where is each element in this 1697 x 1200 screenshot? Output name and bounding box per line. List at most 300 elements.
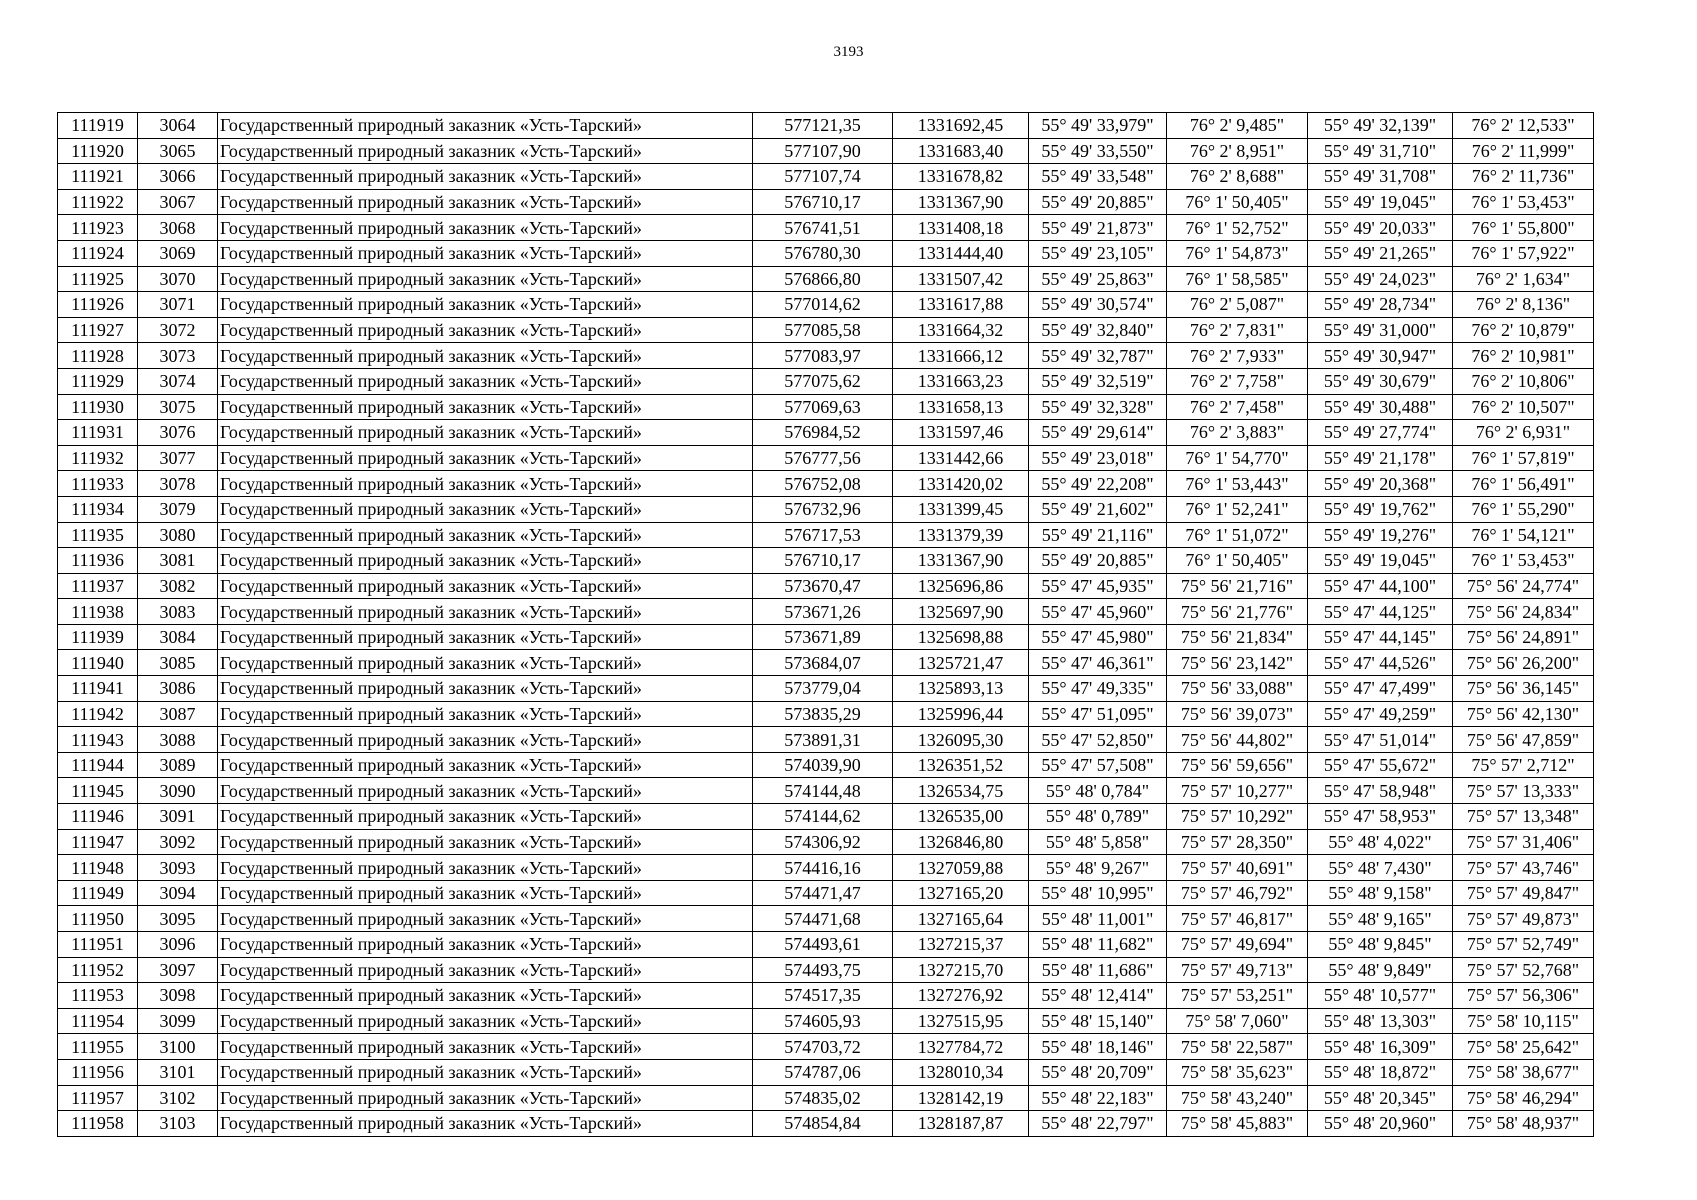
point-number-cell: 3067 [138,189,218,215]
latitude-2-cell: 55° 47' 44,145" [1308,624,1453,650]
row-id-cell: 111939 [58,624,138,650]
object-name-cell: Государственный природный заказник «Усть-Тарский» [218,906,753,932]
table-row [58,983,1594,1009]
latitude-2-cell: 55° 48' 9,165" [1308,906,1453,932]
longitude-1-cell: 76° 2' 8,688" [1167,164,1308,190]
x-coordinate-cell: 577107,90 [753,138,893,164]
row-id-cell: 111948 [58,855,138,881]
object-name-cell: Государственный природный заказник «Усть-Тарский» [218,1008,753,1034]
point-number-cell: 3101 [138,1059,218,1085]
y-coordinate-cell: 1327515,95 [893,1008,1029,1034]
x-coordinate-cell: 574144,48 [753,778,893,804]
row-id-cell: 111919 [58,113,138,139]
coordinates-table [57,112,1594,1137]
longitude-2-cell: 76° 1' 54,121" [1453,522,1594,548]
longitude-2-cell: 76° 2' 11,736" [1453,164,1594,190]
row-id-cell: 111937 [58,573,138,599]
latitude-1-cell: 55° 48' 11,682" [1029,932,1167,958]
latitude-1-cell: 55° 48' 0,789" [1029,804,1167,830]
latitude-2-cell: 55° 49' 31,000" [1308,317,1453,343]
object-name-cell: Государственный природный заказник «Усть-Тарский» [218,650,753,676]
latitude-1-cell: 55° 49' 33,548" [1029,164,1167,190]
longitude-2-cell: 75° 56' 42,130" [1453,701,1594,727]
table-row [58,471,1594,497]
table-row [58,240,1594,266]
y-coordinate-cell: 1326095,30 [893,727,1029,753]
point-number-cell: 3076 [138,420,218,446]
table-row [58,957,1594,983]
object-name-cell: Государственный природный заказник «Усть-Тарский» [218,624,753,650]
object-name-cell: Государственный природный заказник «Усть-Тарский» [218,496,753,522]
longitude-2-cell: 75° 57' 49,873" [1453,906,1594,932]
x-coordinate-cell: 574703,72 [753,1034,893,1060]
row-id-cell: 111943 [58,727,138,753]
latitude-1-cell: 55° 47' 46,361" [1029,650,1167,676]
x-coordinate-cell: 574471,47 [753,880,893,906]
longitude-2-cell: 75° 57' 52,749" [1453,932,1594,958]
table-row [58,522,1594,548]
longitude-2-cell: 76° 2' 10,507" [1453,394,1594,420]
point-number-cell: 3068 [138,215,218,241]
latitude-2-cell: 55° 49' 32,139" [1308,113,1453,139]
table-row [58,164,1594,190]
object-name-cell: Государственный природный заказник «Усть-Тарский» [218,266,753,292]
x-coordinate-cell: 577083,97 [753,343,893,369]
object-name-cell: Государственный природный заказник «Усть-Тарский» [218,778,753,804]
longitude-2-cell: 75° 56' 47,859" [1453,727,1594,753]
object-name-cell: Государственный природный заказник «Усть-Тарский» [218,548,753,574]
point-number-cell: 3091 [138,804,218,830]
longitude-2-cell: 75° 56' 24,834" [1453,599,1594,625]
row-id-cell: 111930 [58,394,138,420]
latitude-2-cell: 55° 48' 16,309" [1308,1034,1453,1060]
object-name-cell: Государственный природный заказник «Усть-Тарский» [218,829,753,855]
longitude-1-cell: 75° 56' 21,834" [1167,624,1308,650]
longitude-1-cell: 75° 57' 49,713" [1167,957,1308,983]
row-id-cell: 111957 [58,1085,138,1111]
y-coordinate-cell: 1326535,00 [893,804,1029,830]
table-row [58,1059,1594,1085]
longitude-1-cell: 76° 2' 7,758" [1167,368,1308,394]
y-coordinate-cell: 1331444,40 [893,240,1029,266]
object-name-cell: Государственный природный заказник «Усть-Тарский» [218,573,753,599]
latitude-2-cell: 55° 47' 58,948" [1308,778,1453,804]
table-row [58,650,1594,676]
latitude-1-cell: 55° 47' 52,850" [1029,727,1167,753]
longitude-1-cell: 75° 56' 23,142" [1167,650,1308,676]
table-row [58,880,1594,906]
row-id-cell: 111934 [58,496,138,522]
object-name-cell: Государственный природный заказник «Усть-Тарский» [218,368,753,394]
latitude-2-cell: 55° 48' 13,303" [1308,1008,1453,1034]
x-coordinate-cell: 573835,29 [753,701,893,727]
latitude-2-cell: 55° 49' 20,033" [1308,215,1453,241]
latitude-2-cell: 55° 47' 47,499" [1308,676,1453,702]
row-id-cell: 111944 [58,752,138,778]
object-name-cell: Государственный природный заказник «Усть-Тарский» [218,189,753,215]
row-id-cell: 111922 [58,189,138,215]
latitude-1-cell: 55° 48' 20,709" [1029,1059,1167,1085]
row-id-cell: 111932 [58,445,138,471]
y-coordinate-cell: 1325696,86 [893,573,1029,599]
latitude-1-cell: 55° 48' 15,140" [1029,1008,1167,1034]
latitude-2-cell: 55° 49' 31,710" [1308,138,1453,164]
latitude-1-cell: 55° 49' 20,885" [1029,548,1167,574]
row-id-cell: 111951 [58,932,138,958]
y-coordinate-cell: 1325721,47 [893,650,1029,676]
x-coordinate-cell: 574039,90 [753,752,893,778]
longitude-2-cell: 76° 1' 53,453" [1453,189,1594,215]
x-coordinate-cell: 573671,89 [753,624,893,650]
object-name-cell: Государственный природный заказник «Усть-Тарский» [218,932,753,958]
x-coordinate-cell: 576777,56 [753,445,893,471]
latitude-1-cell: 55° 49' 32,787" [1029,343,1167,369]
row-id-cell: 111927 [58,317,138,343]
row-id-cell: 111936 [58,548,138,574]
table-row [58,855,1594,881]
point-number-cell: 3065 [138,138,218,164]
latitude-1-cell: 55° 48' 0,784" [1029,778,1167,804]
latitude-1-cell: 55° 49' 25,863" [1029,266,1167,292]
table-row [58,1008,1594,1034]
table-row [58,266,1594,292]
x-coordinate-cell: 574787,06 [753,1059,893,1085]
longitude-1-cell: 75° 57' 10,277" [1167,778,1308,804]
row-id-cell: 111950 [58,906,138,932]
row-id-cell: 111955 [58,1034,138,1060]
x-coordinate-cell: 576741,51 [753,215,893,241]
row-id-cell: 111928 [58,343,138,369]
latitude-2-cell: 55° 49' 21,178" [1308,445,1453,471]
latitude-1-cell: 55° 48' 11,001" [1029,906,1167,932]
longitude-2-cell: 76° 1' 53,453" [1453,548,1594,574]
y-coordinate-cell: 1327215,37 [893,932,1029,958]
latitude-1-cell: 55° 49' 32,328" [1029,394,1167,420]
table-row [58,778,1594,804]
y-coordinate-cell: 1325698,88 [893,624,1029,650]
x-coordinate-cell: 576710,17 [753,548,893,574]
object-name-cell: Государственный природный заказник «Усть-Тарский» [218,1111,753,1137]
x-coordinate-cell: 577085,58 [753,317,893,343]
point-number-cell: 3103 [138,1111,218,1137]
longitude-2-cell: 75° 57' 31,406" [1453,829,1594,855]
latitude-2-cell: 55° 49' 19,045" [1308,189,1453,215]
latitude-2-cell: 55° 49' 19,276" [1308,522,1453,548]
object-name-cell: Государственный природный заказник «Усть-Тарский» [218,880,753,906]
y-coordinate-cell: 1331663,23 [893,368,1029,394]
row-id-cell: 111945 [58,778,138,804]
x-coordinate-cell: 576780,30 [753,240,893,266]
row-id-cell: 111942 [58,701,138,727]
table-body [58,113,1594,1137]
table-row [58,727,1594,753]
longitude-1-cell: 76° 2' 7,933" [1167,343,1308,369]
longitude-2-cell: 75° 58' 25,642" [1453,1034,1594,1060]
object-name-cell: Государственный природный заказник «Усть-Тарский» [218,1085,753,1111]
longitude-1-cell: 76° 1' 52,752" [1167,215,1308,241]
longitude-1-cell: 75° 56' 21,716" [1167,573,1308,599]
longitude-1-cell: 76° 1' 53,443" [1167,471,1308,497]
latitude-1-cell: 55° 49' 21,602" [1029,496,1167,522]
longitude-2-cell: 75° 58' 10,115" [1453,1008,1594,1034]
object-name-cell: Государственный природный заказник «Усть-Тарский» [218,752,753,778]
row-id-cell: 111956 [58,1059,138,1085]
point-number-cell: 3095 [138,906,218,932]
y-coordinate-cell: 1326534,75 [893,778,1029,804]
latitude-2-cell: 55° 47' 58,953" [1308,804,1453,830]
object-name-cell: Государственный природный заказник «Усть-Тарский» [218,522,753,548]
x-coordinate-cell: 574416,16 [753,855,893,881]
latitude-2-cell: 55° 49' 30,488" [1308,394,1453,420]
row-id-cell: 111931 [58,420,138,446]
row-id-cell: 111938 [58,599,138,625]
latitude-1-cell: 55° 49' 21,116" [1029,522,1167,548]
latitude-1-cell: 55° 48' 11,686" [1029,957,1167,983]
point-number-cell: 3084 [138,624,218,650]
latitude-1-cell: 55° 49' 32,840" [1029,317,1167,343]
table-row [58,573,1594,599]
latitude-1-cell: 55° 49' 22,208" [1029,471,1167,497]
point-number-cell: 3081 [138,548,218,574]
longitude-1-cell: 75° 56' 21,776" [1167,599,1308,625]
object-name-cell: Государственный природный заказник «Усть-Тарский» [218,855,753,881]
row-id-cell: 111954 [58,1008,138,1034]
latitude-1-cell: 55° 48' 18,146" [1029,1034,1167,1060]
longitude-2-cell: 75° 57' 2,712" [1453,752,1594,778]
latitude-1-cell: 55° 48' 9,267" [1029,855,1167,881]
longitude-2-cell: 75° 58' 48,937" [1453,1111,1594,1137]
table-row [58,624,1594,650]
point-number-cell: 3094 [138,880,218,906]
latitude-1-cell: 55° 48' 12,414" [1029,983,1167,1009]
latitude-2-cell: 55° 49' 21,265" [1308,240,1453,266]
y-coordinate-cell: 1331658,13 [893,394,1029,420]
point-number-cell: 3088 [138,727,218,753]
object-name-cell: Государственный природный заказник «Усть-Тарский» [218,343,753,369]
latitude-1-cell: 55° 49' 33,979" [1029,113,1167,139]
table-row [58,317,1594,343]
y-coordinate-cell: 1327784,72 [893,1034,1029,1060]
y-coordinate-cell: 1331597,46 [893,420,1029,446]
latitude-2-cell: 55° 48' 9,849" [1308,957,1453,983]
longitude-2-cell: 75° 56' 26,200" [1453,650,1594,676]
table-row [58,215,1594,241]
object-name-cell: Государственный природный заказник «Усть-Тарский» [218,113,753,139]
y-coordinate-cell: 1331678,82 [893,164,1029,190]
latitude-2-cell: 55° 49' 27,774" [1308,420,1453,446]
x-coordinate-cell: 574517,35 [753,983,893,1009]
object-name-cell: Государственный природный заказник «Усть-Тарский» [218,394,753,420]
x-coordinate-cell: 574493,75 [753,957,893,983]
point-number-cell: 3066 [138,164,218,190]
longitude-1-cell: 76° 1' 54,770" [1167,445,1308,471]
latitude-1-cell: 55° 49' 29,614" [1029,420,1167,446]
latitude-2-cell: 55° 49' 30,947" [1308,343,1453,369]
longitude-2-cell: 76° 2' 10,806" [1453,368,1594,394]
y-coordinate-cell: 1328010,34 [893,1059,1029,1085]
y-coordinate-cell: 1331367,90 [893,189,1029,215]
latitude-1-cell: 55° 49' 33,550" [1029,138,1167,164]
object-name-cell: Государственный природный заказник «Усть-Тарский» [218,957,753,983]
point-number-cell: 3078 [138,471,218,497]
row-id-cell: 111947 [58,829,138,855]
y-coordinate-cell: 1327059,88 [893,855,1029,881]
row-id-cell: 111958 [58,1111,138,1137]
longitude-2-cell: 76° 1' 57,819" [1453,445,1594,471]
longitude-2-cell: 75° 57' 13,348" [1453,804,1594,830]
latitude-1-cell: 55° 47' 57,508" [1029,752,1167,778]
point-number-cell: 3093 [138,855,218,881]
table-row [58,1111,1594,1137]
longitude-1-cell: 75° 56' 39,073" [1167,701,1308,727]
point-number-cell: 3071 [138,292,218,318]
latitude-1-cell: 55° 47' 45,935" [1029,573,1167,599]
table-row [58,343,1594,369]
point-number-cell: 3072 [138,317,218,343]
longitude-1-cell: 76° 1' 52,241" [1167,496,1308,522]
x-coordinate-cell: 577121,35 [753,113,893,139]
latitude-2-cell: 55° 49' 19,045" [1308,548,1453,574]
object-name-cell: Государственный природный заказник «Усть-Тарский» [218,701,753,727]
y-coordinate-cell: 1328142,19 [893,1085,1029,1111]
y-coordinate-cell: 1325996,44 [893,701,1029,727]
latitude-2-cell: 55° 49' 24,023" [1308,266,1453,292]
y-coordinate-cell: 1327276,92 [893,983,1029,1009]
longitude-1-cell: 76° 1' 58,585" [1167,266,1308,292]
point-number-cell: 3092 [138,829,218,855]
longitude-1-cell: 75° 58' 22,587" [1167,1034,1308,1060]
row-id-cell: 111949 [58,880,138,906]
table-row [58,701,1594,727]
row-id-cell: 111941 [58,676,138,702]
latitude-1-cell: 55° 49' 21,873" [1029,215,1167,241]
object-name-cell: Государственный природный заказник «Усть-Тарский» [218,240,753,266]
y-coordinate-cell: 1331666,12 [893,343,1029,369]
point-number-cell: 3080 [138,522,218,548]
object-name-cell: Государственный природный заказник «Усть-Тарский» [218,983,753,1009]
latitude-1-cell: 55° 47' 51,095" [1029,701,1167,727]
y-coordinate-cell: 1326351,52 [893,752,1029,778]
longitude-2-cell: 75° 57' 43,746" [1453,855,1594,881]
object-name-cell: Государственный природный заказник «Усть-Тарский» [218,445,753,471]
row-id-cell: 111925 [58,266,138,292]
x-coordinate-cell: 577014,62 [753,292,893,318]
longitude-1-cell: 75° 57' 49,694" [1167,932,1308,958]
longitude-2-cell: 76° 1' 57,922" [1453,240,1594,266]
longitude-1-cell: 76° 2' 7,458" [1167,394,1308,420]
point-number-cell: 3083 [138,599,218,625]
longitude-1-cell: 75° 58' 45,883" [1167,1111,1308,1137]
longitude-1-cell: 75° 56' 59,656" [1167,752,1308,778]
row-id-cell: 111952 [58,957,138,983]
longitude-1-cell: 76° 2' 3,883" [1167,420,1308,446]
point-number-cell: 3087 [138,701,218,727]
longitude-2-cell: 76° 2' 8,136" [1453,292,1594,318]
latitude-2-cell: 55° 49' 30,679" [1308,368,1453,394]
longitude-1-cell: 75° 57' 53,251" [1167,983,1308,1009]
point-number-cell: 3075 [138,394,218,420]
y-coordinate-cell: 1331367,90 [893,548,1029,574]
y-coordinate-cell: 1331399,45 [893,496,1029,522]
table-row [58,292,1594,318]
object-name-cell: Государственный природный заказник «Усть-Тарский» [218,804,753,830]
point-number-cell: 3077 [138,445,218,471]
latitude-1-cell: 55° 49' 20,885" [1029,189,1167,215]
y-coordinate-cell: 1331408,18 [893,215,1029,241]
longitude-1-cell: 76° 1' 50,405" [1167,548,1308,574]
longitude-1-cell: 75° 58' 43,240" [1167,1085,1308,1111]
table-row [58,676,1594,702]
longitude-2-cell: 75° 57' 13,333" [1453,778,1594,804]
x-coordinate-cell: 577069,63 [753,394,893,420]
table-row [58,906,1594,932]
x-coordinate-cell: 576710,17 [753,189,893,215]
table-row [58,1034,1594,1060]
object-name-cell: Государственный природный заказник «Усть-Тарский» [218,292,753,318]
longitude-2-cell: 75° 56' 36,145" [1453,676,1594,702]
y-coordinate-cell: 1331379,39 [893,522,1029,548]
object-name-cell: Государственный природный заказник «Усть-Тарский» [218,215,753,241]
y-coordinate-cell: 1331507,42 [893,266,1029,292]
latitude-2-cell: 55° 47' 44,125" [1308,599,1453,625]
longitude-2-cell: 75° 58' 38,677" [1453,1059,1594,1085]
point-number-cell: 3089 [138,752,218,778]
latitude-2-cell: 55° 47' 51,014" [1308,727,1453,753]
object-name-cell: Государственный природный заказник «Усть-Тарский» [218,317,753,343]
latitude-2-cell: 55° 47' 55,672" [1308,752,1453,778]
object-name-cell: Государственный природный заказник «Усть-Тарский» [218,1059,753,1085]
x-coordinate-cell: 574144,62 [753,804,893,830]
y-coordinate-cell: 1325893,13 [893,676,1029,702]
latitude-1-cell: 55° 48' 5,858" [1029,829,1167,855]
longitude-1-cell: 76° 1' 51,072" [1167,522,1308,548]
longitude-1-cell: 76° 2' 7,831" [1167,317,1308,343]
row-id-cell: 111924 [58,240,138,266]
object-name-cell: Государственный природный заказник «Усть-Тарский» [218,676,753,702]
y-coordinate-cell: 1331442,66 [893,445,1029,471]
longitude-1-cell: 76° 2' 5,087" [1167,292,1308,318]
row-id-cell: 111953 [58,983,138,1009]
x-coordinate-cell: 576717,53 [753,522,893,548]
y-coordinate-cell: 1328187,87 [893,1111,1029,1137]
x-coordinate-cell: 577075,62 [753,368,893,394]
longitude-2-cell: 75° 57' 56,306" [1453,983,1594,1009]
latitude-2-cell: 55° 48' 9,845" [1308,932,1453,958]
table-row [58,548,1594,574]
row-id-cell: 111946 [58,804,138,830]
latitude-2-cell: 55° 48' 9,158" [1308,880,1453,906]
longitude-2-cell: 76° 2' 10,981" [1453,343,1594,369]
table-row [58,368,1594,394]
object-name-cell: Государственный природный заказник «Усть-Тарский» [218,1034,753,1060]
point-number-cell: 3070 [138,266,218,292]
point-number-cell: 3073 [138,343,218,369]
x-coordinate-cell: 574605,93 [753,1008,893,1034]
table-row [58,829,1594,855]
longitude-1-cell: 75° 56' 33,088" [1167,676,1308,702]
table-row [58,1085,1594,1111]
latitude-2-cell: 55° 48' 10,577" [1308,983,1453,1009]
longitude-2-cell: 76° 1' 56,491" [1453,471,1594,497]
latitude-2-cell: 55° 47' 44,526" [1308,650,1453,676]
x-coordinate-cell: 573779,04 [753,676,893,702]
y-coordinate-cell: 1327215,70 [893,957,1029,983]
longitude-1-cell: 76° 1' 54,873" [1167,240,1308,266]
row-id-cell: 111940 [58,650,138,676]
y-coordinate-cell: 1331420,02 [893,471,1029,497]
y-coordinate-cell: 1331692,45 [893,113,1029,139]
table-row [58,445,1594,471]
